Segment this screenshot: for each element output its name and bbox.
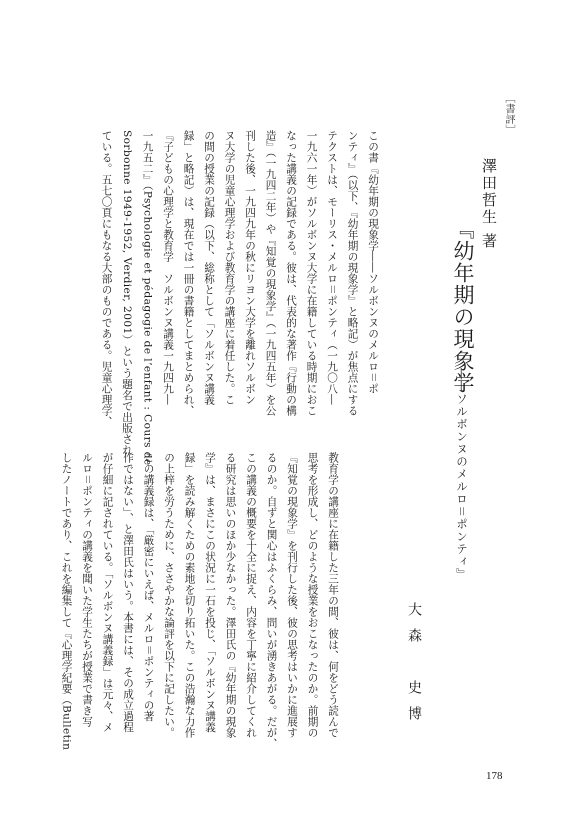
body-text-top: [91, 130, 378, 466]
text-line: るのか。自ずと関心はふくらみ、問いが湧きあがる。だが、: [265, 452, 278, 749]
book-title: 『幼年期の現象学: [451, 218, 475, 394]
body-text-bottom: [51, 452, 338, 750]
text-line: 『知覚の現象学』を刊行した後、彼の思考はいかに進展す: [286, 452, 298, 738]
text-line: 刊した後、一九四九年の秋にリヨン大学を離れソルボン: [244, 130, 256, 405]
text-line: この書『幼年期の現象学――ソルボンヌのメルロ＝ポ: [367, 130, 379, 394]
review-tag: ［書評］: [503, 93, 514, 135]
text-line: この講義録は、「厳密にいえば、メルロ＝ポンティの著: [142, 452, 155, 722]
text-line: る研究は思いのほか少なかった。澤田氏の『幼年期の現象: [224, 452, 237, 738]
text-line: 録」を読み解くための素地を切り拓いた。この浩瀚な力作: [183, 452, 196, 738]
text-line: 録」と略記）は、現在では一冊の書籍としてまとめられ、: [182, 130, 195, 416]
text-line: この講義の概要を十全に捉え、内容を丁寧に紹介してくれ: [245, 452, 257, 738]
text-line: 一九五二』（Psychologie et pédagogie de l’enfant : Cours de: [141, 130, 154, 466]
text-line: の間の授業の記録（以下、総称として「ソルボンヌ講義: [203, 130, 215, 405]
text-line: 一九六一年）がソルボンヌ大学に在籍している時期におこ: [305, 130, 318, 416]
text-line: ヌ大学の児童心理学および教育学の講座に着任した。こ: [223, 130, 236, 405]
text-line: ている。五七〇頁にもなる大部のものである。児童心理学、: [100, 130, 113, 427]
text-line: ンティ』（以下、『幼年期の現象学』と略記）が焦点にする: [346, 130, 359, 417]
book-subtitle: ――ソルボンヌのメルロ＝ポンティ』: [455, 368, 469, 581]
page-number: 178: [486, 770, 503, 782]
text-line: 『子どもの心理学と教育学 ソルボンヌ講義一九四九―: [162, 130, 174, 405]
text-line: 造』（一九四二年）や『知覚の現象学』（一九四五年）を公: [264, 130, 277, 417]
text-line: が仔細に記されている。「ソルボンヌ講義録」は元々、メ: [101, 452, 114, 733]
text-line: なった講義の記録である。彼は、代表的な著作『行動の構: [285, 130, 297, 416]
reviewer-name: 大森 史博: [406, 602, 422, 732]
text-line: 教育学の講座に在籍した三年の間、彼は、何をどう読んで: [327, 452, 339, 738]
text-line: したノートであり、これを編集して『心理学紀要（Bulletin: [60, 452, 73, 751]
text-line: 思考を形成し、どのような授業をおこなったのか。前期の: [306, 452, 319, 738]
book-author: 澤田哲生 著: [480, 158, 498, 250]
text-line: の上梓を労うために、ささやかな論評を以下に記したい。: [163, 452, 175, 738]
text-line: ルロ＝ポンティの講義を聞いた学生たちが授業で書き写: [81, 452, 93, 727]
text-line: Sorbonne 1949-1952, Verdier, 2001）という題名で出版され: [121, 130, 133, 456]
text-line: テクストは、モーリス・メルロ＝ポンティ（一九〇八―: [326, 130, 338, 405]
text-line: 作ではない」、と澤田氏はいう。本書には、その成立過程: [122, 452, 134, 733]
text-line: 学』は、まさにこの状況に一石を投じ、「ソルボンヌ講義: [204, 452, 216, 733]
